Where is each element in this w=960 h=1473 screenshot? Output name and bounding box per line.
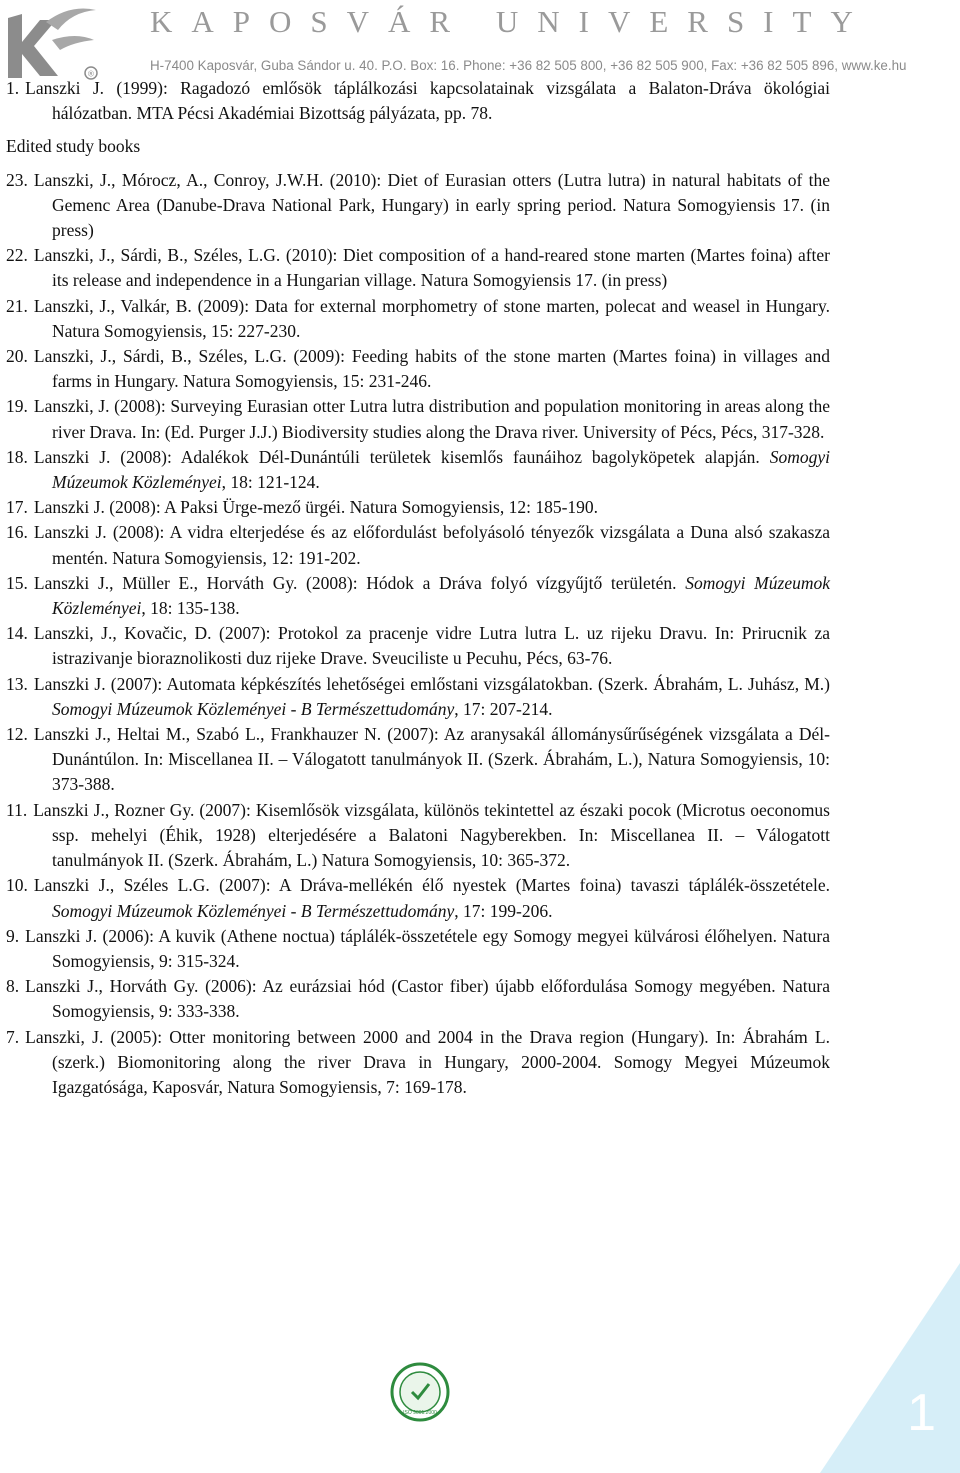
publication-entry <box>0 798 830 874</box>
publication-entry <box>0 168 830 244</box>
university-name: KAPOSVÁR UNIVERSITY <box>150 4 872 39</box>
publication-entry <box>0 924 830 974</box>
publication-entry <box>0 974 830 1024</box>
entry-text: Lanszki, J., Mórocz, A., Conroy, J.W.H. (2010): Diet of Eurasian otters (Lutra lutra) in natural habitats of the Gemenc Area (Danube-Drava National Park, Hungary) in early spring period. Natura Somogyiensis 17. (in press) <box>33 169 830 241</box>
entry-text: Lanszki J., Széles L.G. (2007): A Dráva-mellékén élő nyestek (Martes foina) tavaszi táplálék-összetétele. <box>33 875 830 896</box>
entry-text: Lanszki J. (2008): A Paksi Ürge-mező ürgéi. Natura Somogyiensis, 12: 185-190. <box>33 497 599 518</box>
entry-number: 23. <box>6 169 28 190</box>
entry-number: 15. <box>6 572 28 593</box>
journal-title: Somogyi Múzeumok Közleményei <box>52 446 830 493</box>
entry-text: Lanszki, J., Kovačic, D. (2007): Protokol za pracenje vidre Lutra lutra L. uz rijeku Dravu. In: Prirucnik za istrazivanje bioraznolikosti duz rijeke Drave. Sveuciliste u Pecuhu, Pécs, 63-76. <box>33 623 830 669</box>
entry-number: 10. <box>6 875 28 896</box>
entry-number: 21. <box>6 295 28 316</box>
quality-certificate-seal-icon <box>390 1362 450 1422</box>
entry-text: , 18: 121-124. <box>221 472 320 493</box>
entry-text: Lanszki, J. (2005): Otter monitoring between 2000 and 2004 in the Drava region (Hungary). In: Ábrahám L. (szerk.) Biomonitoring along the river Drava in Hungary, 2000-2004. Somogy Megyei Múzeumok Igazgatósága, Kaposvár, Natura Somogyiensis, 7: 169-178. <box>25 1026 830 1097</box>
entry-text: Lanszki J., Horváth Gy. (2006): Az eurázsiai hód (Castor fiber) újabb előfordulása Somogy megyében. Natura Somogyiensis, 9: 333-338. <box>25 976 830 1022</box>
entry-text: Lanszki, J., Sárdi, B., Széles, L.G. (2009): Feeding habits of the stone marten (Martes foina) in villages and farms in Hungary. Natura Somogyiensis, 15: 231-246. <box>33 346 830 392</box>
publication-entry <box>0 1025 830 1101</box>
publication-entry <box>0 621 830 671</box>
publication-list <box>0 76 960 1100</box>
entry-number: 16. <box>6 522 28 543</box>
section-heading: Edited study books <box>6 136 141 157</box>
university-logo-icon <box>0 0 104 84</box>
entry-text: Lanszki J., Müller E., Horváth Gy. (2008): Hódok a Dráva folyó vízgyűjtő területén. <box>33 572 686 593</box>
entry-text: Lanszki J. (1999): Ragadozó emlősök táplálkozási kapcsolatainak vizsgálata a Balaton-Dráva ökológiai hálózatban. MTA Pécsi Akadémiai Bizottság pályázata, pp. 78. <box>25 78 830 124</box>
entry-text: Lanszki, J. (2008): Surveying Eurasian otter Lutra lutra distribution and population monitoring in areas along the river Drava. In: (Ed. Purger J.J.) Biodiversity studies along the Drava river. University of Pécs, Pécs, 317-328. <box>33 396 830 442</box>
entry-text: Lanszki J., Rozner Gy. (2007): Kisemlősök vizsgálata, különös tekintettel az északi pocok (Microtus oeconomus ssp. mehelyi (Éhik, 1928) elterjedésére a Balatoni Nagyberekben. In: Miscellanea II. – Válogatott tanulmányok II. (Szerk. Ábrahám, L.) Natura Somogyiensis, 10: 365-372. <box>33 799 830 871</box>
entry-text: Lanszki J. (2008): A vidra elterjedése és az előfordulást befolyásoló tényezők vizsgálata a Duna alsó szakasza mentén. Natura Somogyiensis, 12: 191-202. <box>33 522 830 568</box>
publication-entry <box>0 76 830 126</box>
entry-number: 13. <box>6 673 28 694</box>
publication-entry <box>0 495 830 520</box>
university-address: H-7400 Kaposvár, Guba Sándor u. 40. P.O. Box: 16. Phone: +36 82 505 800, +36 82 505 900, Fax: +36 82 505 896, www.ke.hu <box>150 58 907 73</box>
entry-number: 18. <box>6 446 28 467</box>
publication-entry <box>0 394 830 444</box>
entry-number: 7. <box>6 1026 20 1047</box>
entry-number: 22. <box>6 245 28 266</box>
cert-text: ISO 9001:2000 <box>403 1410 437 1416</box>
entry-number: 8. <box>6 976 20 997</box>
publication-entry <box>0 445 830 495</box>
publication-entry <box>0 873 830 923</box>
entry-number: 1. <box>6 78 20 98</box>
publication-entry <box>0 520 830 570</box>
publication-entry <box>0 243 830 293</box>
publication-entry <box>0 344 830 394</box>
entry-number: 9. <box>6 925 20 946</box>
registered-mark: ® <box>88 69 94 79</box>
entry-text: Lanszki, J., Sárdi, B., Széles, L.G. (2010): Diet composition of a hand-reared stone marten (Martes foina) after its release and independence in a Hungarian village. Natura Somogyiensis 17. (in press) <box>33 245 830 291</box>
entry-number: 11. <box>6 799 28 820</box>
entry-number: 20. <box>6 346 28 367</box>
journal-title: Somogyi Múzeumok Közleményei - B Természettudomány <box>52 698 455 719</box>
entry-text: Lanszki J. (2008): Adalékok Dél-Dunántúli területek kisemlős faunáihoz bagolyköpetek alapján. <box>33 446 770 467</box>
entry-text: Lanszki J. (2006): A kuvik (Athene noctua) táplálék-összetétele egy Somogy megyei külvárosi élőhelyen. Natura Somogyiensis, 9: 315-324. <box>25 925 830 971</box>
journal-title: Somogyi Múzeumok Közleményei <box>52 572 830 619</box>
entry-number: 14. <box>6 623 28 644</box>
entry-text: Lanszki J. (2007): Automata képkészítés lehetőségei emlőstani vizsgálatokban. (Szerk. Ábrahám, L. Juhász, M.) <box>33 673 830 694</box>
page-number: 1 <box>907 1384 936 1442</box>
publication-entry <box>0 294 830 344</box>
entry-text: , 17: 207-214. <box>454 698 553 719</box>
entry-text: , 17: 199-206. <box>454 900 553 921</box>
entry-text: , 18: 135-138. <box>141 598 240 619</box>
publication-entry <box>0 571 830 621</box>
letterhead <box>0 0 960 84</box>
entry-text: Lanszki, J., Valkár, B. (2009): Data for external morphometry of stone marten, polecat and weasel in Hungary. Natura Somogyiensis, 15: 227-230. <box>33 295 830 341</box>
entry-number: 17. <box>6 497 28 518</box>
publication-entry <box>0 672 830 722</box>
publication-entry <box>0 722 830 798</box>
corner-decoration <box>820 1263 960 1473</box>
entry-text: Lanszki J., Heltai M., Szabó L., Frankhauzer N. (2007): Az aranysakál állománysűrűségének vizsgálata a Dél-Dunántúlon. In: Miscellanea II. – Válogatott tanulmányok II. (Szerk. Ábrahám, L.), Natura Somogyiensis, 10: 373-388. <box>33 724 830 795</box>
entry-number: 19. <box>6 396 28 417</box>
entry-number: 12. <box>6 724 28 745</box>
journal-title: Somogyi Múzeumok Közleményei - B Természettudomány <box>52 900 455 921</box>
